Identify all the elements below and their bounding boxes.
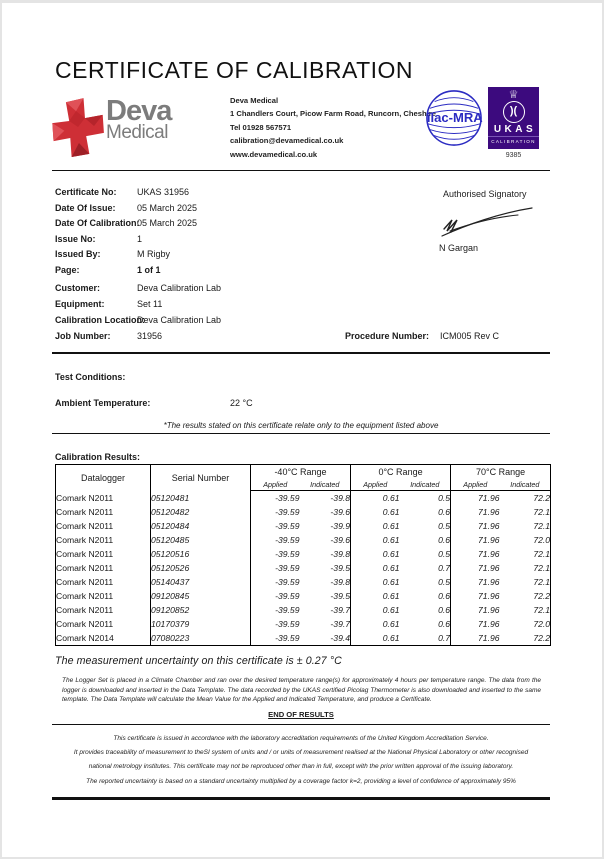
table-cell: 0.61 — [382, 605, 400, 616]
table-header-row — [56, 465, 551, 479]
subheader-applied: Applied — [351, 479, 400, 491]
table-cell: 0.61 — [382, 548, 400, 559]
table-cell: 71.96 — [478, 619, 500, 630]
table-cell: 0.61 — [382, 520, 400, 531]
table-cell: 0.6 — [400, 589, 451, 603]
detail-row — [55, 218, 355, 234]
table-cell: Comark N2011 — [56, 603, 151, 617]
table-row — [56, 547, 551, 561]
table-cell: Comark N2011 — [56, 491, 151, 505]
column-header-datalogger: Datalogger — [80, 472, 126, 483]
table-cell: 0.61 — [382, 492, 400, 503]
table-cell: -39.8 — [300, 547, 351, 561]
column-header-range-0: 0°C Range — [351, 465, 451, 479]
detail-value: Deva Calibration Lab — [137, 283, 222, 293]
detail-label: Job Number: — [55, 331, 111, 341]
detail-label: Issued By: — [55, 249, 101, 260]
ukas-lab-number: 9385 — [505, 152, 522, 159]
detail-row — [55, 331, 355, 347]
uncertainty-statement: The measurement uncertainty on this certificate is ± 0.27 °C — [55, 655, 342, 667]
subheader-applied: Applied — [251, 479, 300, 491]
table-cell: 0.61 — [382, 633, 400, 644]
brand-name-top: Deva — [106, 95, 172, 127]
column-header-range-70: 70°C Range — [451, 465, 551, 479]
detail-row — [55, 315, 355, 331]
address-line: Tel 01928 567571 — [230, 122, 292, 132]
subheader-indicated: Indicated — [300, 479, 351, 491]
table-cell: -39.7 — [300, 603, 351, 617]
table-cell: 72.1 — [533, 520, 551, 531]
detail-value: 1 of 1 — [137, 264, 161, 275]
table-cell: 0.6 — [400, 617, 451, 631]
ambient-temperature-value: 22 °C — [230, 398, 253, 408]
certificate-page — [2, 3, 602, 857]
table-row — [56, 533, 551, 547]
detail-label: Equipment: — [55, 299, 105, 309]
table-cell: -39.59 — [275, 520, 300, 531]
detail-value: Deva Calibration Lab — [137, 315, 222, 325]
detail-label: Customer: — [55, 283, 101, 293]
detail-value: 05 March 2025 — [137, 202, 198, 213]
table-cell: -39.8 — [300, 491, 351, 505]
table-cell: -39.59 — [275, 563, 300, 574]
table-cell: 72.1 — [533, 563, 551, 574]
bottom-rule — [52, 797, 550, 800]
detail-label: Issue No: — [55, 233, 96, 244]
table-cell: 71.96 — [478, 520, 500, 531]
table-row — [56, 519, 551, 533]
table-cell: 10170379 — [151, 617, 251, 631]
detail-row — [55, 203, 355, 219]
table-cell: Comark N2011 — [56, 575, 151, 589]
detail-value: 1 — [137, 233, 143, 244]
table-cell: Comark N2014 — [56, 631, 151, 645]
signature-image — [438, 201, 536, 241]
detail-value: M Rigby — [137, 249, 171, 260]
company-address — [230, 94, 436, 161]
deva-brand-text — [106, 97, 171, 142]
address-line-email: calibration@devamedical.co.uk — [230, 136, 344, 146]
table-cell: Comark N2011 — [56, 533, 151, 547]
table-cell: Comark N2011 — [56, 589, 151, 603]
table-cell: 72.1 — [533, 605, 551, 616]
detail-row — [55, 249, 355, 265]
table-cell: 72.0 — [533, 534, 551, 545]
table-cell: 0.5 — [400, 491, 451, 505]
detail-label: Date Of Issue: — [55, 202, 116, 213]
table-cell: 72.1 — [533, 548, 551, 559]
footer-line: It provides traceability of measurement to theSI system of units and / or units of measurement realised at the National Physical Laboratory or other recognised — [73, 749, 529, 757]
table-cell: 0.6 — [400, 505, 451, 519]
table-cell: 05120516 — [151, 547, 251, 561]
table-cell: 72.2 — [533, 591, 551, 602]
table-cell: Comark N2011 — [56, 547, 151, 561]
table-cell: Comark N2011 — [56, 617, 151, 631]
certificate-details — [55, 187, 355, 281]
table-cell: 0.61 — [382, 577, 400, 588]
authorised-signatory-label: Authorised Signatory — [443, 189, 527, 199]
procedure-number-label: Procedure Number: — [345, 331, 430, 341]
table-cell: -39.6 — [300, 505, 351, 519]
address-line: Deva Medical — [230, 96, 279, 105]
detail-label: Page: — [55, 264, 80, 275]
table-cell: 71.96 — [478, 633, 500, 644]
ilac-mra-logo-icon — [425, 89, 483, 147]
procedure-number-value: ICM005 Rev C — [440, 331, 500, 341]
footer-line: national metrology institutes. This certificate may not be reproduced other than in full, except with the prior written approval of the issuing laboratory. — [88, 763, 514, 771]
table-cell: -39.5 — [300, 589, 351, 603]
table-cell: 0.7 — [400, 631, 451, 645]
address-line: 1 Chandlers Court, Picow Farm Road, Runcorn, Cheshire — [230, 109, 436, 119]
footer-line: The reported uncertainty is based on a standard uncertainty multiplied by a coverage factor k=2, providing a level of confidence of approximately 95% — [86, 777, 516, 785]
table-cell: -39.59 — [275, 492, 300, 503]
table-cell: -39.4 — [300, 631, 351, 645]
brand-name-bottom: Medical — [106, 122, 168, 143]
table-cell: 71.96 — [478, 563, 500, 574]
ukas-symbol-icon: )( — [503, 101, 525, 123]
table-row — [56, 603, 551, 617]
divider — [52, 724, 550, 725]
table-cell: 72.1 — [533, 577, 551, 588]
detail-value: 05 March 2025 — [137, 218, 198, 229]
method-statement: The Logger Set is placed in a Climate Chamber and ran over the desired temperature range(s) for approximately 4 hours per temperature range. The data from the logger is downloaded and inserted in the Data Template. The data recorded by the UKAS certified Picolag Thermometer is also downloaded and inserted to the same template. The Data Template will calculate the Mean Value for the Applied and Indicated Temperature, and produce a Certificate. — [62, 677, 541, 704]
table-cell: 05120485 — [151, 533, 251, 547]
ambient-temperature-label: Ambient Temperature: — [55, 398, 151, 408]
table-cell: 0.7 — [400, 561, 451, 575]
svg-text:ilac-MRA: ilac-MRA — [426, 109, 483, 125]
table-cell: 72.1 — [533, 506, 551, 517]
results-scope-note: *The results stated on this certificate relate only to the equipment listed above — [163, 421, 439, 430]
table-cell: 71.96 — [478, 577, 500, 588]
detail-value: Set 11 — [137, 299, 163, 309]
ukas-calibration-label: CALIBRATION — [488, 136, 539, 144]
table-cell: 0.6 — [400, 533, 451, 547]
table-cell: 0.6 — [400, 603, 451, 617]
table-cell: 71.96 — [478, 605, 500, 616]
subheader-applied: Applied — [451, 479, 500, 491]
detail-row — [55, 265, 355, 281]
table-cell: 05120482 — [151, 505, 251, 519]
table-cell: 72.2 — [533, 492, 551, 503]
table-row — [56, 617, 551, 631]
ukas-wordmark: UKAS — [493, 124, 537, 135]
table-cell: 0.5 — [400, 575, 451, 589]
table-cell: -39.59 — [275, 534, 300, 545]
table-cell: 0.61 — [382, 506, 400, 517]
detail-row — [55, 299, 355, 315]
divider — [52, 433, 550, 434]
table-cell: -39.59 — [275, 577, 300, 588]
customer-details — [55, 283, 355, 347]
subheader-indicated: Indicated — [500, 479, 551, 491]
table-cell: 09120845 — [151, 589, 251, 603]
end-of-results-label: END OF RESULTS — [268, 710, 334, 719]
page-title: CERTIFICATE OF CALIBRATION — [55, 57, 414, 83]
table-cell: -39.9 — [300, 519, 351, 533]
table-row — [56, 631, 551, 645]
detail-row — [55, 187, 355, 203]
address-line-website: www.devamedical.co.uk — [230, 149, 318, 159]
divider — [52, 352, 550, 354]
table-cell: 72.0 — [533, 619, 551, 630]
table-row — [56, 589, 551, 603]
table-cell: -39.59 — [275, 633, 300, 644]
table-cell: 05120526 — [151, 561, 251, 575]
subheader-indicated: Indicated — [400, 479, 451, 491]
table-cell: 07080223 — [151, 631, 251, 645]
table-cell: 0.61 — [382, 563, 400, 574]
table-cell: 72.2 — [533, 633, 551, 644]
crown-icon: ♕ — [508, 89, 519, 101]
divider — [52, 170, 550, 171]
detail-label: Calibration Location: — [55, 315, 145, 325]
column-header-range-minus40: -40°C Range — [251, 465, 351, 479]
table-cell: 0.5 — [400, 547, 451, 561]
footer-line: This certificate is issued in accordance with the laboratory accreditation requirements of the United Kingdom Accreditation Service. — [113, 735, 489, 742]
detail-value: 31956 — [137, 331, 163, 341]
table-cell: -39.59 — [275, 591, 300, 602]
results-table-body — [56, 491, 551, 646]
table-row — [56, 561, 551, 575]
table-cell: 71.96 — [478, 534, 500, 545]
deva-cross-logo-icon — [52, 97, 104, 157]
table-cell: 71.96 — [478, 548, 500, 559]
table-row — [56, 505, 551, 519]
table-cell: 05120484 — [151, 519, 251, 533]
detail-row — [55, 234, 355, 250]
table-cell: -39.8 — [300, 575, 351, 589]
table-cell: -39.6 — [300, 533, 351, 547]
table-cell: -39.59 — [275, 506, 300, 517]
test-conditions-heading: Test Conditions: — [55, 372, 126, 382]
table-cell: 0.61 — [382, 534, 400, 545]
table-cell: 05140437 — [151, 575, 251, 589]
table-row — [56, 575, 551, 589]
detail-value: UKAS 31956 — [137, 187, 190, 197]
table-cell: 0.61 — [382, 619, 400, 630]
calibration-results-table — [55, 464, 551, 646]
detail-row — [55, 283, 355, 299]
table-cell: -39.59 — [275, 619, 300, 630]
detail-label: Date Of Calibration: — [55, 218, 140, 229]
calibration-results-heading: Calibration Results: — [55, 452, 141, 462]
table-cell: -39.59 — [275, 605, 300, 616]
table-cell: 0.61 — [382, 591, 400, 602]
table-cell: 09120852 — [151, 603, 251, 617]
table-cell: Comark N2011 — [56, 519, 151, 533]
table-row — [56, 491, 551, 505]
signatory-name: N Gargan — [439, 243, 479, 253]
accreditation-footer — [52, 732, 550, 789]
table-cell: 0.5 — [400, 519, 451, 533]
table-cell: 71.96 — [478, 506, 500, 517]
table-cell: -39.59 — [275, 548, 300, 559]
table-cell: -39.5 — [300, 561, 351, 575]
detail-label: Certificate No: — [55, 187, 117, 197]
table-cell: 71.96 — [478, 492, 500, 503]
table-cell: Comark N2011 — [56, 505, 151, 519]
ukas-logo — [488, 87, 539, 149]
column-header-serial-number: Serial Number — [151, 465, 251, 491]
table-cell: 05120481 — [151, 491, 251, 505]
table-cell: Comark N2011 — [56, 561, 151, 575]
table-cell: 71.96 — [478, 591, 500, 602]
table-cell: -39.7 — [300, 617, 351, 631]
